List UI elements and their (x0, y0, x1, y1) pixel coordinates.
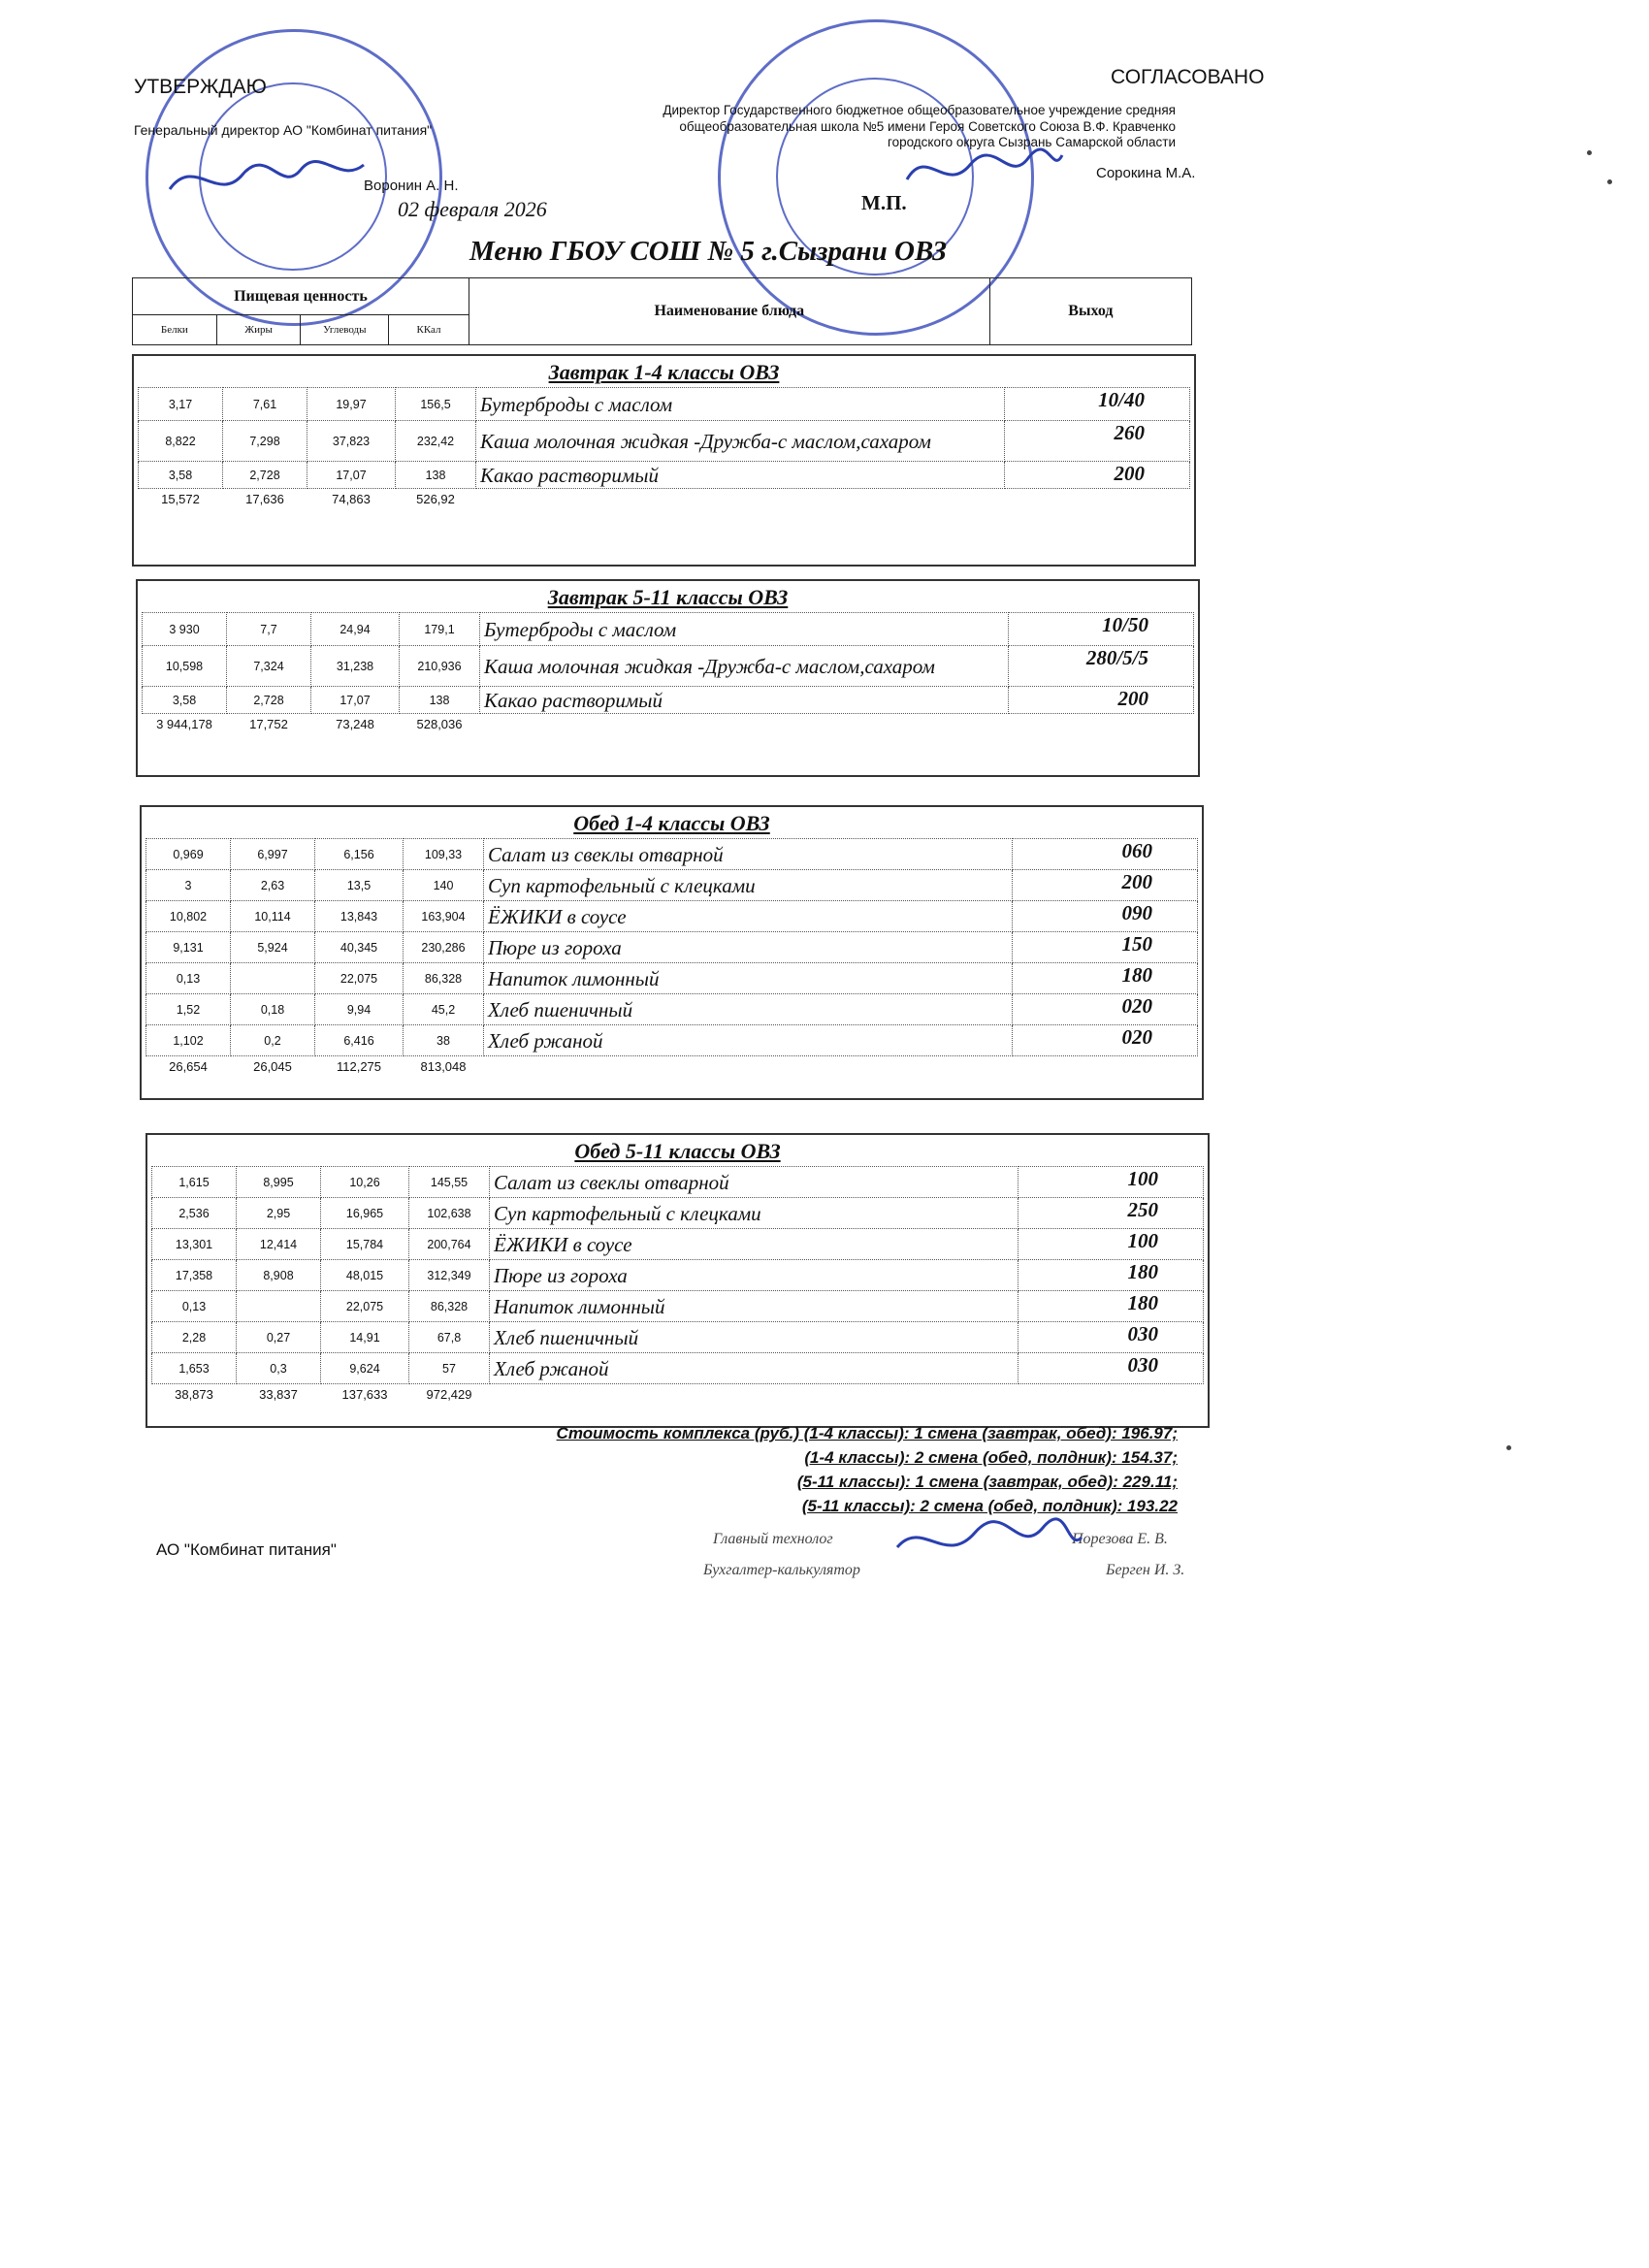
kcal-cell: 109,33 (404, 839, 484, 870)
empty-cell (1018, 1384, 1204, 1406)
section-table (151, 1166, 1204, 1406)
protein-cell: 2,536 (152, 1198, 237, 1229)
total-fat: 33,837 (259, 1387, 298, 1403)
dish-row (152, 1260, 1204, 1291)
empty-cell (1009, 714, 1194, 735)
dish-name: Бутерброды с маслом (480, 613, 1009, 646)
fat-cell: 2,728 (223, 462, 307, 489)
section-title: Обед 5-11 классы ОВЗ (574, 1139, 781, 1163)
dish-yield: 180 (1018, 1260, 1204, 1291)
dish-yield: 100 (1018, 1229, 1204, 1260)
cost-line: (5-11 классы): 1 смена (завтрак, обед): 229.11; (796, 1473, 1178, 1491)
total-carb: 74,863 (332, 492, 371, 507)
empty-cell (480, 714, 1009, 735)
approve-name: Воронин А. Н. (364, 178, 459, 194)
dish-row (152, 1291, 1204, 1322)
dish-name: Хлеб пшеничный (484, 994, 1013, 1025)
kcal-cell: 210,936 (400, 646, 480, 687)
dish-row (152, 1198, 1204, 1229)
dish-row (143, 687, 1194, 714)
dish-yield: 180 (1013, 963, 1198, 994)
footer-role-technologist: Главный технолог (713, 1531, 833, 1547)
dish-row (146, 963, 1198, 994)
kcal-cell: 140 (404, 870, 484, 901)
seal-mark: М.П. (861, 191, 907, 214)
total-protein: 3 944,178 (156, 717, 212, 732)
total-fat: 17,752 (249, 717, 288, 732)
dish-yield: 10/40 (1005, 388, 1190, 421)
section-title: Завтрак 5-11 классы ОВЗ (547, 585, 789, 609)
total-fat: 26,045 (253, 1059, 292, 1075)
dish-row (139, 462, 1190, 489)
section-table (138, 387, 1190, 510)
kcal-cell: 38 (404, 1025, 484, 1056)
protein-cell: 8,822 (139, 421, 223, 462)
agree-title: СОГЛАСОВАНО (1111, 66, 1265, 88)
carb-cell: 22,075 (321, 1291, 409, 1322)
kcal-cell: 163,904 (404, 901, 484, 932)
approve-position: Генеральный директор АО "Комбинат питания" (134, 122, 433, 138)
cost-line: (1-4 классы): 2 смена (обед, полдник): 154.37; (804, 1448, 1178, 1467)
kcal-cell: 179,1 (400, 613, 480, 646)
school-signature (902, 141, 1067, 199)
total-row (146, 1056, 1198, 1078)
scan-speck (1607, 179, 1612, 184)
carb-cell: 48,015 (321, 1260, 409, 1291)
total-protein: 26,654 (169, 1059, 208, 1075)
section-title: Завтрак 1-4 классы ОВЗ (548, 360, 780, 384)
carb-cell: 9,94 (315, 994, 404, 1025)
carb-cell: 14,91 (321, 1322, 409, 1353)
dish-row (146, 932, 1198, 963)
protein-cell: 1,102 (146, 1025, 231, 1056)
approve-title: УТВЕРЖДАЮ (134, 76, 267, 98)
fat-cell: 12,414 (237, 1229, 321, 1260)
column-header (132, 277, 1192, 345)
carb-cell: 22,075 (315, 963, 404, 994)
protein-cell: 3 (146, 870, 231, 901)
total-protein: 15,572 (161, 492, 200, 507)
dish-name: Пюре из гороха (490, 1260, 1018, 1291)
yield-header: Выход (989, 278, 1191, 345)
dish-row (152, 1229, 1204, 1260)
fat-cell: 0,3 (237, 1353, 321, 1384)
total-protein: 38,873 (175, 1387, 213, 1403)
dish-name: Напиток лимонный (484, 963, 1013, 994)
fat-cell: 6,997 (231, 839, 315, 870)
carb-cell: 31,238 (311, 646, 400, 687)
fat-cell: 7,324 (227, 646, 311, 687)
fat-cell: 0,2 (231, 1025, 315, 1056)
kcal-cell: 232,42 (396, 421, 476, 462)
fat-cell: 2,63 (231, 870, 315, 901)
fat-cell: 10,114 (231, 901, 315, 932)
dish-yield: 280/5/5 (1009, 646, 1194, 687)
fat-cell (231, 963, 315, 994)
protein-cell: 13,301 (152, 1229, 237, 1260)
menu-section (136, 579, 1200, 777)
dish-row (146, 901, 1198, 932)
dish-name: Каша молочная жидкая -Дружба-с маслом,сахаром (480, 646, 1009, 687)
protein-cell: 0,13 (152, 1291, 237, 1322)
dish-row (139, 421, 1190, 462)
empty-cell (1005, 489, 1190, 510)
section-table (146, 838, 1198, 1078)
dish-name: Напиток лимонный (490, 1291, 1018, 1322)
protein-cell: 10,598 (143, 646, 227, 687)
menu-title: Меню ГБОУ СОШ № 5 г.Сызрани ОВЗ (469, 236, 947, 267)
dish-row (139, 388, 1190, 421)
total-row (139, 489, 1190, 510)
footer-name-technologist: Порезова Е. В. (1072, 1531, 1168, 1547)
protein-cell: 3 930 (143, 613, 227, 646)
protein-cell: 10,802 (146, 901, 231, 932)
kcal-cell: 57 (409, 1353, 490, 1384)
total-fat: 17,636 (245, 492, 284, 507)
dish-name: Салат из свеклы отварной (490, 1167, 1018, 1198)
fat-cell: 8,995 (237, 1167, 321, 1198)
carb-cell: 10,26 (321, 1167, 409, 1198)
dish-name: Бутерброды с маслом (476, 388, 1005, 421)
carb-cell: 15,784 (321, 1229, 409, 1260)
cost-line: Стоимость комплекса (руб.) (1-4 классы): 1 смена (завтрак, обед): 196.97; (556, 1424, 1178, 1442)
dish-row (146, 994, 1198, 1025)
footer-role-accountant: Бухгалтер-калькулятор (703, 1562, 860, 1578)
protein-cell: 3,17 (139, 388, 223, 421)
dish-yield: 200 (1013, 870, 1198, 901)
dish-row (146, 839, 1198, 870)
dish-yield: 180 (1018, 1291, 1204, 1322)
kcal-cell: 86,328 (409, 1291, 490, 1322)
total-kcal: 972,429 (426, 1387, 472, 1403)
dish-yield: 250 (1018, 1198, 1204, 1229)
kcal-cell: 312,349 (409, 1260, 490, 1291)
kcal-cell: 200,764 (409, 1229, 490, 1260)
dish-yield: 100 (1018, 1167, 1204, 1198)
dish-yield: 020 (1013, 1025, 1198, 1056)
carb-cell: 13,843 (315, 901, 404, 932)
total-carb: 73,248 (336, 717, 374, 732)
protein-cell: 3,58 (139, 462, 223, 489)
fat-cell (237, 1291, 321, 1322)
total-carb: 137,633 (341, 1387, 388, 1403)
menu-section (146, 1133, 1210, 1428)
carb-cell: 16,965 (321, 1198, 409, 1229)
protein-cell: 3,58 (143, 687, 227, 714)
protein-cell: 0,969 (146, 839, 231, 870)
footer-org: АО "Комбинат питания" (156, 1540, 337, 1559)
agree-text (582, 103, 1176, 151)
carb-cell: 17,07 (311, 687, 400, 714)
footer-name-accountant: Берген И. З. (1106, 1562, 1185, 1578)
dish-yield: 090 (1013, 901, 1198, 932)
dish-yield: 030 (1018, 1353, 1204, 1384)
kcal-cell: 145,55 (409, 1167, 490, 1198)
dish-name: Какао растворимый (480, 687, 1009, 714)
menu-section (140, 805, 1204, 1100)
agree-text-line: Директор Государственного бюджетное общеобразовательное учреждение средняя (663, 103, 1176, 117)
kcal-cell: 156,5 (396, 388, 476, 421)
empty-cell (490, 1384, 1018, 1406)
cost-line: (5-11 классы): 2 смена (обед, полдник): 193.22 (801, 1497, 1178, 1515)
carb-cell: 40,345 (315, 932, 404, 963)
agree-name: Сорокина М.А. (1096, 165, 1196, 181)
total-kcal: 528,036 (416, 717, 463, 732)
dish-yield: 200 (1009, 687, 1194, 714)
dish-name: ЁЖИКИ в соусе (490, 1229, 1018, 1260)
dish-name: Пюре из гороха (484, 932, 1013, 963)
technologist-signature (892, 1513, 1086, 1571)
total-row (143, 714, 1194, 735)
dish-row (146, 1025, 1198, 1056)
dish-row (146, 870, 1198, 901)
protein-cell: 2,28 (152, 1322, 237, 1353)
protein-cell: 0,13 (146, 963, 231, 994)
dish-name: Какао растворимый (476, 462, 1005, 489)
dish-yield: 150 (1013, 932, 1198, 963)
agree-text-line: городского округа Сызрань Самарской области (887, 135, 1176, 149)
dish-yield: 260 (1005, 421, 1190, 462)
dish-row (152, 1167, 1204, 1198)
kcal-cell: 102,638 (409, 1198, 490, 1229)
dish-row (152, 1322, 1204, 1353)
scan-speck (1587, 150, 1592, 155)
kcal-cell: 230,286 (404, 932, 484, 963)
protein-cell: 1,653 (152, 1353, 237, 1384)
fat-cell: 5,924 (231, 932, 315, 963)
carb-cell: 17,07 (307, 462, 396, 489)
protein-cell: 1,52 (146, 994, 231, 1025)
empty-cell (476, 489, 1005, 510)
total-row (152, 1384, 1204, 1406)
carb-cell: 13,5 (315, 870, 404, 901)
fat-cell: 7,7 (227, 613, 311, 646)
dish-yield: 020 (1013, 994, 1198, 1025)
dish-yield: 060 (1013, 839, 1198, 870)
empty-cell (484, 1056, 1013, 1078)
agree-text-line: общеобразовательная школа №5 имени Героя Советского Союза В.Ф. Кравченко (679, 118, 1176, 134)
dish-name: Салат из свеклы отварной (484, 839, 1013, 870)
empty-cell (1013, 1056, 1198, 1078)
fat-cell: 0,27 (237, 1322, 321, 1353)
protein-cell: 9,131 (146, 932, 231, 963)
carb-cell: 37,823 (307, 421, 396, 462)
carbs-header: Углеводы (301, 315, 389, 345)
dish-name: Хлеб ржаной (484, 1025, 1013, 1056)
kcal-header: ККал (389, 315, 469, 345)
approve-date: 02 февраля 2026 (398, 197, 547, 221)
fat-cell: 7,61 (223, 388, 307, 421)
dish-name: Хлеб ржаной (490, 1353, 1018, 1384)
total-kcal: 526,92 (416, 492, 455, 507)
proteins-header: Белки (133, 315, 217, 345)
dish-name: ЁЖИКИ в соусе (484, 901, 1013, 932)
section-table (142, 612, 1194, 735)
fat-cell: 2,95 (237, 1198, 321, 1229)
dish-yield: 200 (1005, 462, 1190, 489)
dish-yield: 030 (1018, 1322, 1204, 1353)
fat-cell: 7,298 (223, 421, 307, 462)
total-kcal: 813,048 (420, 1059, 467, 1075)
carb-cell: 19,97 (307, 388, 396, 421)
dish-name: Суп картофельный с клецками (484, 870, 1013, 901)
dish-yield: 10/50 (1009, 613, 1194, 646)
dish-row (143, 646, 1194, 687)
kcal-cell: 45,2 (404, 994, 484, 1025)
dish-name: Суп картофельный с клецками (490, 1198, 1018, 1229)
section-title: Обед 1-4 классы ОВЗ (573, 811, 770, 835)
kcal-cell: 138 (400, 687, 480, 714)
dish-name: Хлеб пшеничный (490, 1322, 1018, 1353)
dish-row (152, 1353, 1204, 1384)
kcal-cell: 138 (396, 462, 476, 489)
fat-cell: 0,18 (231, 994, 315, 1025)
nutrition-header: Пищевая ценность (133, 278, 469, 315)
total-carb: 112,275 (336, 1059, 382, 1075)
kcal-cell: 67,8 (409, 1322, 490, 1353)
carb-cell: 24,94 (311, 613, 400, 646)
carb-cell: 6,416 (315, 1025, 404, 1056)
dish-name: Каша молочная жидкая -Дружба-с маслом,сахаром (476, 421, 1005, 462)
fats-header: Жиры (216, 315, 301, 345)
kcal-cell: 86,328 (404, 963, 484, 994)
dish-header: Наименование блюда (469, 278, 989, 345)
fat-cell: 8,908 (237, 1260, 321, 1291)
dish-row (143, 613, 1194, 646)
protein-cell: 1,615 (152, 1167, 237, 1198)
carb-cell: 9,624 (321, 1353, 409, 1384)
scan-speck (1506, 1445, 1511, 1450)
carb-cell: 6,156 (315, 839, 404, 870)
fat-cell: 2,728 (227, 687, 311, 714)
protein-cell: 17,358 (152, 1260, 237, 1291)
director-signature (165, 146, 369, 213)
menu-section (132, 354, 1196, 567)
